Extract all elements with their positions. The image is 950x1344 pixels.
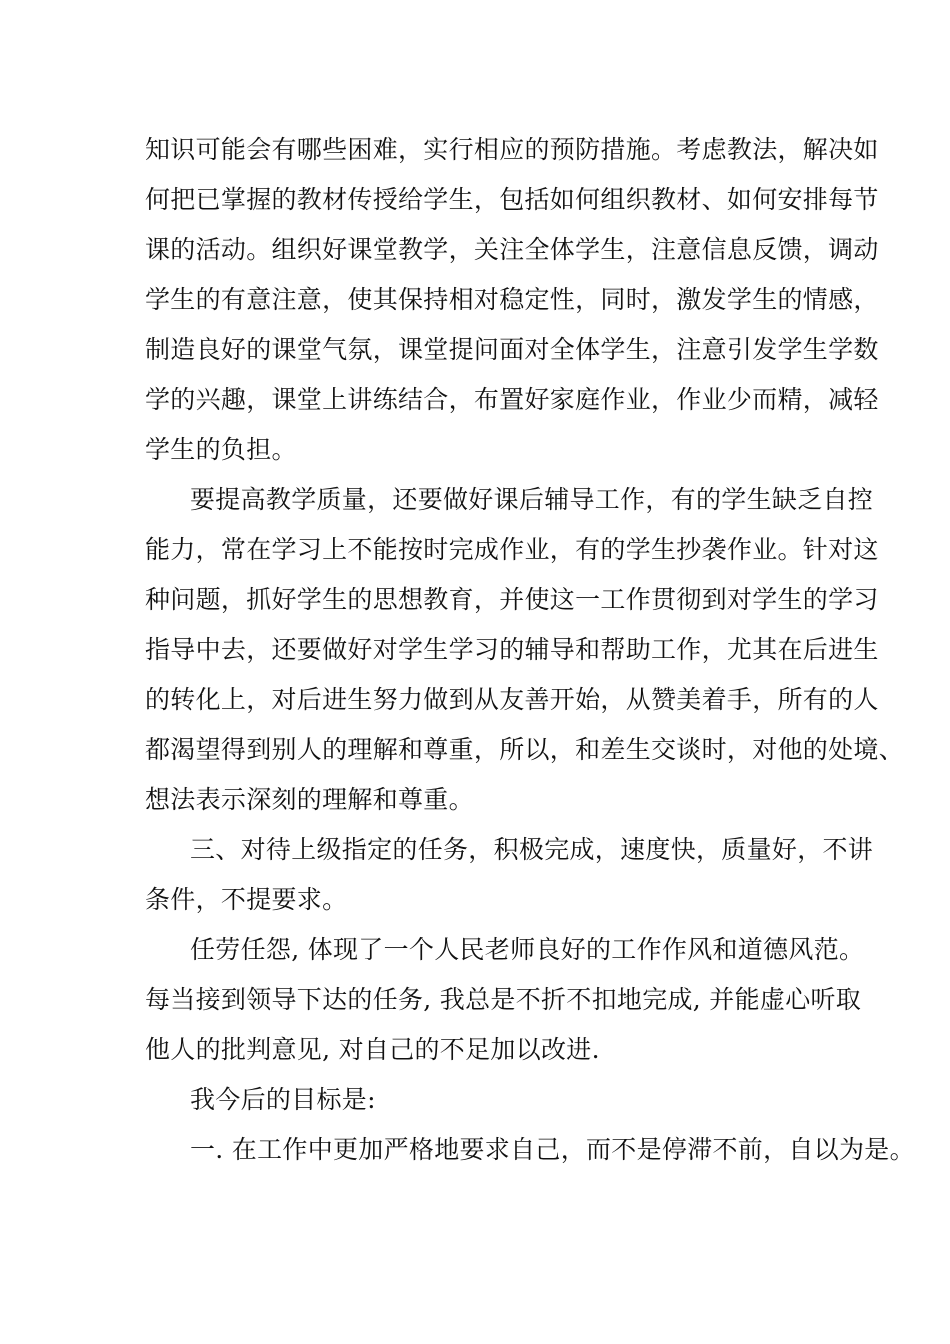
text-line: 种问题，抓好学生的思想教育，并使这一工作贯彻到对学生的学习 xyxy=(145,585,879,614)
paragraph-first-line: 一. 在工作中更加严格地要求自己，而不是停滞不前，自以为是。 xyxy=(190,1135,915,1164)
text-line: 想法表示深刻的理解和尊重。 xyxy=(145,785,474,814)
text-line: 学生的有意注意，使其保持相对稳定性，同时，激发学生的情感， xyxy=(145,285,879,314)
text-line: 知识可能会有哪些困难，实行相应的预防措施。考虑教法，解决如 xyxy=(145,135,879,164)
text-line: 学生的负担。 xyxy=(145,435,297,464)
text-line: 条件，不提要求。 xyxy=(145,885,348,914)
paragraph-first-line: 我今后的目标是: xyxy=(190,1085,376,1114)
text-line: 学的兴趣，课堂上讲练结合，布置好家庭作业，作业少而精，减轻 xyxy=(145,385,879,414)
text-line: 课的活动。组织好课堂教学，关注全体学生，注意信息反馈，调动 xyxy=(145,235,879,264)
paragraph-first-line: 任劳任怨, 体现了一个人民老师良好的工作作风和道德风范。 xyxy=(190,935,865,964)
text-line: 能力，常在学习上不能按时完成作业，有的学生抄袭作业。针对这 xyxy=(145,535,879,564)
text-line: 的转化上，对后进生努力做到从友善开始，从赞美着手，所有的人 xyxy=(145,685,879,714)
text-line: 制造良好的课堂气氛，课堂提问面对全体学生，注意引发学生学数 xyxy=(145,335,879,364)
paragraph-first-line: 要提高教学质量，还要做好课后辅导工作，有的学生缺乏自控 xyxy=(190,485,874,514)
text-line: 每当接到领导下达的任务, 我总是不折不扣地完成, 并能虚心听取 xyxy=(145,985,862,1014)
text-line: 指导中去，还要做好对学生学习的辅导和帮助工作，尤其在后进生 xyxy=(145,635,879,664)
text-line: 都渴望得到别人的理解和尊重，所以，和差生交谈时，对他的处境、 xyxy=(145,735,905,764)
text-line: 他人的批判意见, 对自己的不足加以改进. xyxy=(145,1035,600,1064)
paragraph-first-line: 三、对待上级指定的任务，积极完成，速度快，质量好，不讲 xyxy=(190,835,874,864)
text-line: 何把已掌握的教材传授给学生，包括如何组织教材、如何安排每节 xyxy=(145,185,879,214)
